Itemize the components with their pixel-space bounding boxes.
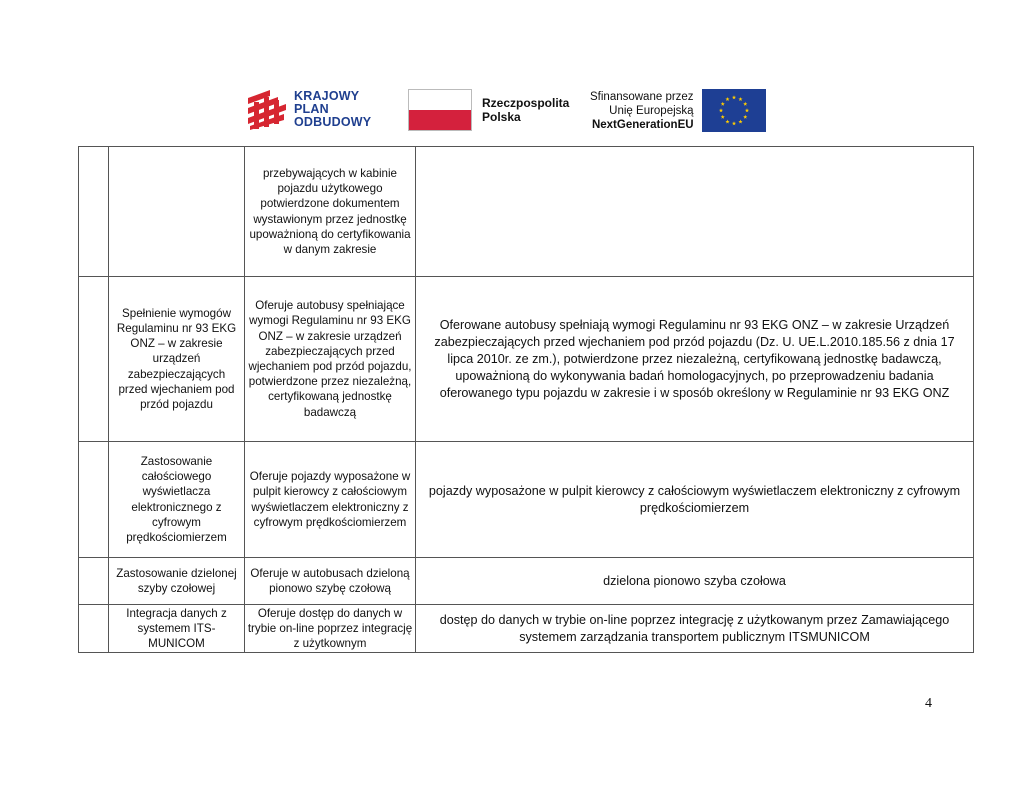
row-number-cell: [79, 147, 109, 277]
page-number: 4: [925, 696, 932, 711]
offer-cell: Oferuje dostęp do danych w trybie on-line poprzez integrację z użytkownym: [245, 605, 416, 653]
criterion-cell: Zastosowanie całościowego wyświetlacza elektronicznego z cyfrowym prędkościomierzem: [109, 442, 245, 558]
criterion-cell: [109, 147, 245, 277]
description-cell: Oferowane autobusy spełniają wymogi Regulaminu nr 93 EKG ONZ – w zakresie Urządzeń zabezpieczających przed wjechaniem pod przód pojazdu (Dz. U. UE.L.2010.185.56 z dnia 17 lipca 2010r. ze zm.), potwierdzone przez niezależną, certyfikowaną jednostkę badawczą, upoważnioną do wykonywania badań homologacyjnych, po przeprowadzeniu badania oferowanego typu pojazdu w zakresie i w sposób określony w Regulaminie nr 93 EKG ONZ: [416, 277, 974, 442]
row-number-cell: [79, 605, 109, 653]
table-row: [79, 558, 974, 605]
eu-funding-text: Sfinansowane przez Unię Europejską NextGenerationEU: [590, 90, 694, 131]
rp-logo: [408, 89, 569, 131]
offer-cell: przebywających w kabinie pojazdu użytkowego potwierdzone dokumentem wystawionym przez jednostkę upoważnioną do certyfikowania w danym zakresie: [245, 147, 416, 277]
offer-cell: Oferuje w autobusach dzieloną pionowo szybę czołową: [245, 558, 416, 605]
table-row: [79, 605, 974, 653]
kpo-wordmark: KRAJOWY PLAN ODBUDOWY: [294, 88, 372, 129]
eu-flag-icon: [702, 89, 766, 132]
description-cell: pojazdy wyposażone w pulpit kierowcy z całościowym wyświetlaczem elektroniczny z cyfrowym prędkościomierzem: [416, 442, 974, 558]
rp-wordmark: Rzeczpospolita Polska: [482, 96, 570, 124]
description-cell: dzielona pionowo szyba czołowa: [416, 558, 974, 605]
table-row: [79, 442, 974, 558]
kpo-emblem-icon: [248, 88, 286, 130]
criterion-cell: Spełnienie wymogów Regulaminu nr 93 EKG ONZ – w zakresie urządzeń zabezpieczających przed wjechaniem pod przód pojazdu: [109, 277, 245, 442]
offer-cell: Oferuje autobusy spełniające wymogi Regulaminu nr 93 EKG ONZ – w zakresie urządzeń zabezpieczających przed wjechaniem pod przód pojazdu, potwierdzone przez niezależną, certyfikowaną jednostkę badawczą: [245, 277, 416, 442]
table-row: [79, 277, 974, 442]
description-cell: dostęp do danych w trybie on-line poprzez integrację z użytkowanym przez Zamawiającego systemem zarządzania transportem publicznym ITSMUNICOM: [416, 605, 974, 653]
kpo-logo: [248, 88, 371, 130]
eu-funding-logo: [590, 89, 766, 132]
row-number-cell: [79, 558, 109, 605]
specification-table: [78, 146, 974, 653]
offer-cell: Oferuje pojazdy wyposażone w pulpit kierowcy z całościowym wyświetlaczem elektroniczny z cyfrowym prędkościomierzem: [245, 442, 416, 558]
table-row: [79, 147, 974, 277]
criterion-cell: Zastosowanie dzielonej szyby czołowej: [109, 558, 245, 605]
criterion-cell: Integracja danych z systemem ITS-MUNICOM: [109, 605, 245, 653]
polish-flag-icon: [408, 89, 472, 131]
row-number-cell: [79, 277, 109, 442]
row-number-cell: [79, 442, 109, 558]
description-cell: [416, 147, 974, 277]
